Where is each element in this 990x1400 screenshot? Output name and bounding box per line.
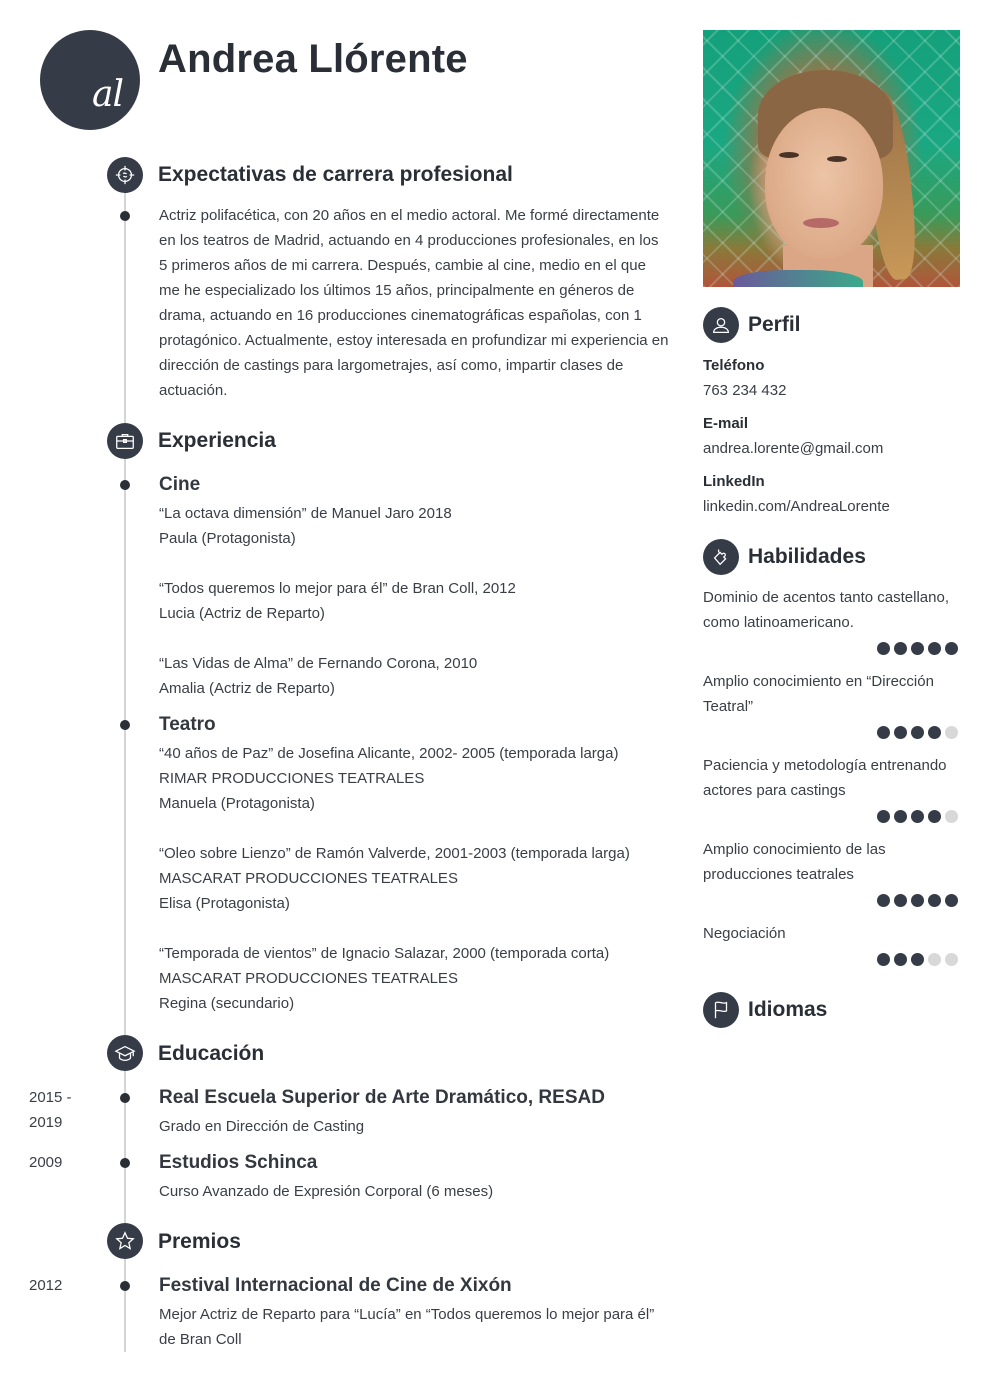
phone-label: Teléfono bbox=[703, 357, 765, 374]
experience-line: Amalia (Actriz de Reparto) bbox=[159, 680, 335, 697]
section-title-skills: Habilidades bbox=[748, 545, 866, 568]
skill-rating bbox=[877, 894, 958, 907]
award-description-cont: de Bran Coll bbox=[159, 1331, 242, 1348]
timeline-dot bbox=[120, 1281, 130, 1291]
experience-group-title: Teatro bbox=[159, 714, 216, 735]
timeline-line bbox=[124, 175, 126, 1352]
monogram-avatar bbox=[40, 30, 140, 130]
award-description: Mejor Actriz de Reparto para “Lucía” en “Todos queremos lo mejor para él” bbox=[159, 1306, 655, 1323]
education-date: 2009 bbox=[29, 1154, 63, 1171]
target-icon bbox=[107, 157, 143, 193]
experience-line: Elisa (Protagonista) bbox=[159, 895, 290, 912]
experience-line: “Oleo sobre Lienzo” de Ramón Valverde, 2001-2003 (temporada larga) bbox=[159, 845, 630, 862]
flag-icon bbox=[703, 992, 739, 1028]
user-icon bbox=[703, 307, 739, 343]
education-date-start: 2015 - bbox=[29, 1089, 72, 1106]
skill-text: Paciencia y metodología entrenando actores para castings bbox=[703, 757, 947, 799]
experience-line: “Todos queremos lo mejor para él” de Bran Coll, 2012 bbox=[159, 580, 516, 597]
briefcase-icon bbox=[107, 423, 143, 459]
award-title: Festival Internacional de Cine de Xixón bbox=[159, 1275, 512, 1296]
puzzle-icon bbox=[703, 539, 739, 575]
experience-line: “Temporada de vientos” de Ignacio Salazar, 2000 (temporada corta) bbox=[159, 945, 610, 962]
experience-line: Paula (Protagonista) bbox=[159, 530, 296, 547]
skill-rating bbox=[877, 726, 958, 739]
monogram-initials: al bbox=[92, 74, 123, 115]
experience-group-title: Cine bbox=[159, 474, 201, 495]
award-date: 2012 bbox=[29, 1277, 63, 1294]
skill-rating bbox=[877, 642, 958, 655]
timeline-dot bbox=[120, 480, 130, 490]
linkedin-label: LinkedIn bbox=[703, 473, 765, 490]
experience-line: “Las Vidas de Alma” de Fernando Corona, 2010 bbox=[159, 655, 478, 672]
experience-line: “La octava dimensión” de Manuel Jaro 2018 bbox=[159, 505, 452, 522]
education-title: Estudios Schinca bbox=[159, 1152, 318, 1173]
section-title-languages: Idiomas bbox=[748, 998, 828, 1021]
section-title-experience: Experiencia bbox=[158, 429, 276, 452]
education-date-end: 2019 bbox=[29, 1114, 63, 1131]
career-summary: Actriz polifacética, con 20 años en el medio actoral. Me formé directamente en los teatros de Madrid, actuando en 4 producciones profesionales, en los 5 primeros años de mi carrera. Después, cambie al cine, medio en el que me he especializado los últimos 15 años, principalmente en géneros de drama, actuando en 16 producciones cinematográficas españolas, con 1 protagónico. Actualmente, estoy interesada en profundizar mi experiencia en dirección de castings para largometrajes, así como, impartir clases de actuación. bbox=[159, 207, 669, 399]
section-title-career: Expectativas de carrera profesional bbox=[158, 163, 513, 186]
experience-line: Regina (secundario) bbox=[159, 995, 295, 1012]
section-title-awards: Premios bbox=[158, 1230, 241, 1253]
skill-rating bbox=[877, 810, 958, 823]
skill-text: Dominio de acentos tanto castellano, como latinoamericano. bbox=[703, 589, 949, 631]
timeline-dot bbox=[120, 211, 130, 221]
timeline-dot bbox=[120, 1093, 130, 1103]
skill-text: Amplio conocimiento en “Dirección Teatral” bbox=[703, 673, 934, 715]
candidate-name: Andrea Llórente bbox=[158, 37, 468, 81]
experience-line: RIMAR PRODUCCIONES TEATRALES bbox=[159, 770, 425, 787]
education-subtitle: Grado en Dirección de Casting bbox=[159, 1118, 365, 1135]
experience-line: MASCARAT PRODUCCIONES TEATRALES bbox=[159, 970, 458, 987]
experience-line: MASCARAT PRODUCCIONES TEATRALES bbox=[159, 870, 458, 887]
experience-line: Lucia (Actriz de Reparto) bbox=[159, 605, 325, 622]
experience-line: Manuela (Protagonista) bbox=[159, 795, 315, 812]
email-value[interactable]: andrea.lorente@gmail.com bbox=[703, 440, 884, 457]
skill-rating bbox=[877, 953, 958, 966]
star-icon bbox=[107, 1223, 143, 1259]
phone-value: 763 234 432 bbox=[703, 382, 787, 399]
skill-text: Negociación bbox=[703, 925, 786, 942]
linkedin-value[interactable]: linkedin.com/AndreaLorente bbox=[703, 498, 890, 515]
section-title-education: Educación bbox=[158, 1042, 265, 1065]
graduation-cap-icon bbox=[107, 1035, 143, 1071]
email-label: E-mail bbox=[703, 415, 749, 432]
timeline-dot bbox=[120, 1158, 130, 1168]
timeline-dot bbox=[120, 720, 130, 730]
section-title-profile: Perfil bbox=[748, 313, 801, 336]
education-subtitle: Curso Avanzado de Expresión Corporal (6 meses) bbox=[159, 1183, 494, 1200]
skill-text: Amplio conocimiento de las producciones teatrales bbox=[703, 841, 886, 883]
education-title: Real Escuela Superior de Arte Dramático, RESAD bbox=[159, 1087, 605, 1108]
experience-line: “40 años de Paz” de Josefina Alicante, 2002- 2005 (temporada larga) bbox=[159, 745, 619, 762]
profile-photo bbox=[703, 30, 960, 287]
